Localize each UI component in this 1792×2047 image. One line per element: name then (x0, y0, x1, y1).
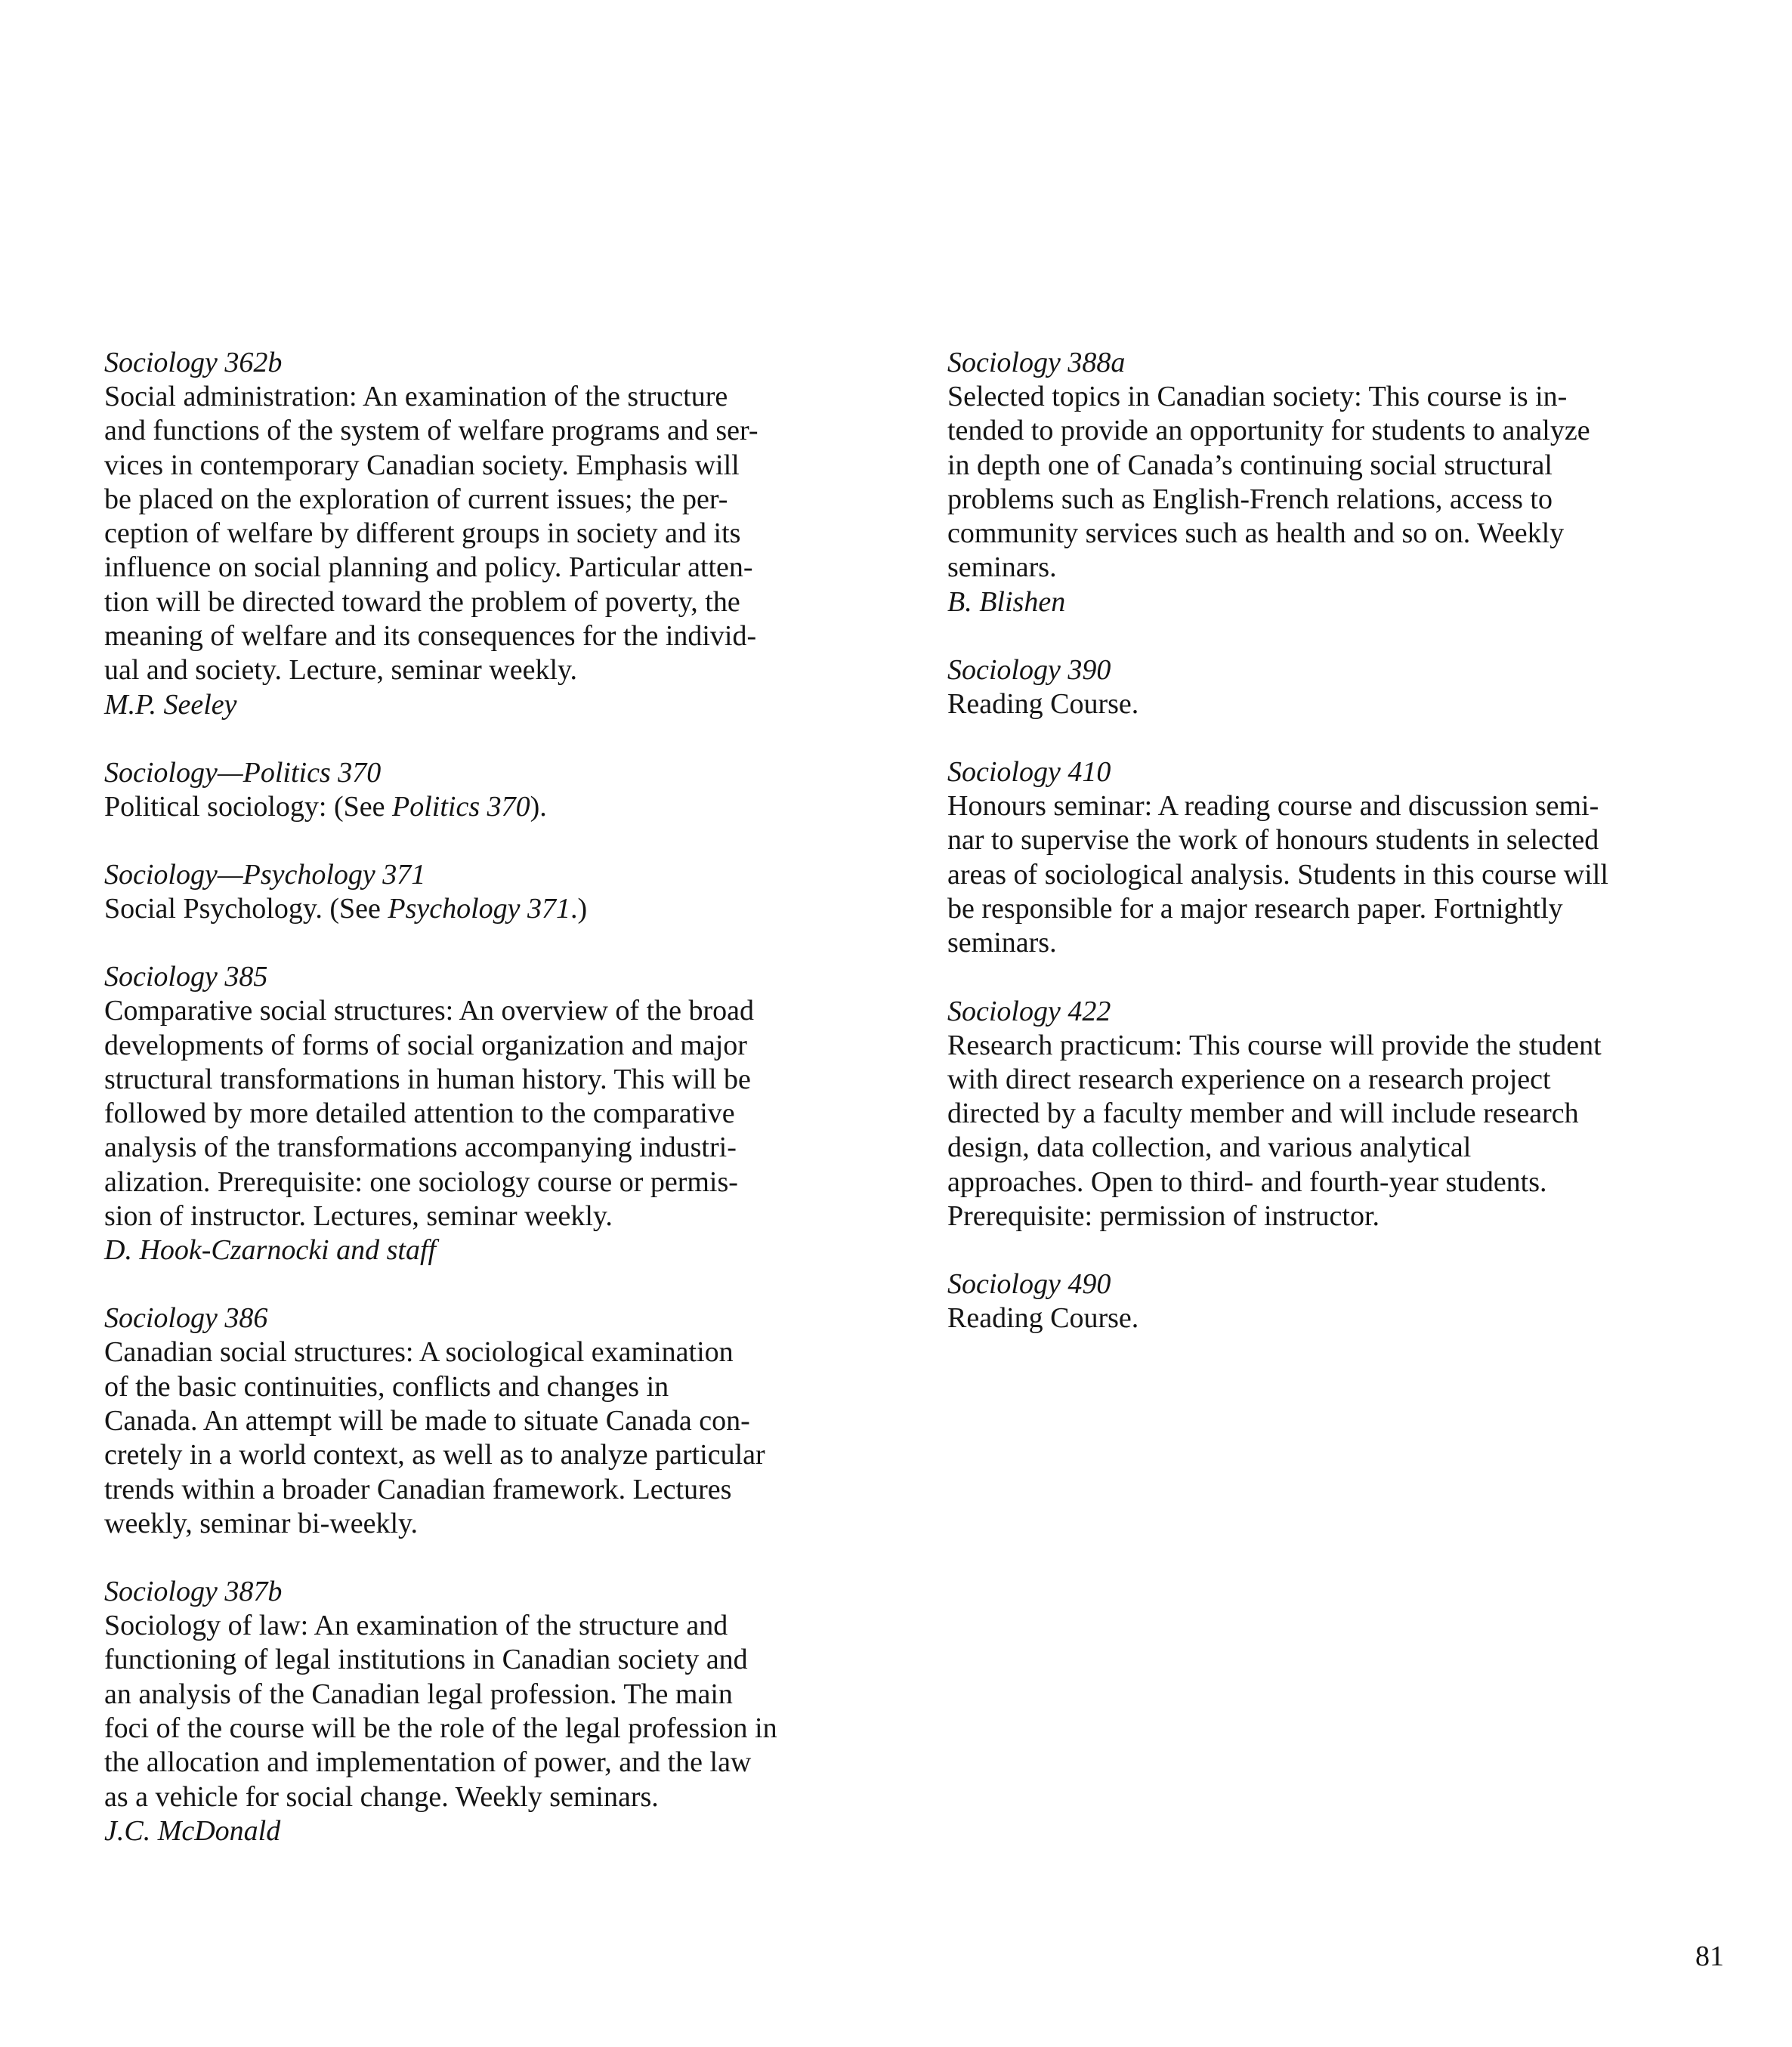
cross-reference: Politics 370 (392, 790, 530, 823)
course-description: Honours seminar: A reading course and discussion semi- nar to supervise the work of honours students in selected areas of sociological analysis. Students in this course will be responsible for a major research paper. Fortnightly seminars. (947, 790, 1608, 959)
course-heading: Sociology 390 (947, 653, 1111, 686)
course-heading: Sociology 386 (104, 1302, 268, 1335)
course-description: Sociology of law: An examination of the structure and functioning of legal institutions in Canadian society and an analysis of the Canadian legal profession. The main foci of the course will be the role of the legal profession in the allocation and implementation of power, and the law as a vehicle for social change. Weekly seminars. (104, 1610, 777, 1813)
right-column (947, 346, 1733, 1370)
course-entry-sociology-390 (947, 653, 1733, 721)
course-description (104, 790, 890, 824)
course-heading: Sociology 387b (104, 1576, 283, 1608)
course-heading: Sociology 388a (947, 347, 1126, 378)
course-heading: Sociology 362b (104, 347, 283, 378)
course-heading: Sociology 410 (947, 756, 1111, 789)
description-suffix: .) (570, 892, 588, 925)
course-entry-sociology-psychology-371 (104, 858, 890, 926)
description-prefix: Social Psychology. (See (104, 892, 388, 925)
course-heading: Sociology 422 (947, 995, 1111, 1027)
course-entry-sociology-410 (947, 755, 1733, 960)
course-description: Research practicum: This course will provide the student with direct research experience on a research project directed by a faculty member and will include research design, data collection, and various analytical approaches. Open to third- and fourth-year students. Prerequisite: permission of instructor. (947, 1029, 1602, 1233)
course-entry-sociology-385 (104, 960, 890, 1267)
left-column (104, 346, 890, 1882)
course-heading: Sociology—Psychology 371 (104, 858, 426, 891)
course-description: Comparative social structures: An overview of the broad developments of forms of social organization and major structural transformations in human history. This will be followed by more detailed attention to the comparative analysis of the transformations accompanying industri- alization. Prerequisite: one sociology course or permis- sion of instructor. Lectures, seminar weekly. (104, 995, 755, 1233)
course-instructor: J.C. McDonald (104, 1814, 281, 1847)
course-entry-sociology-387b (104, 1575, 890, 1848)
course-instructor: B. Blishen (947, 585, 1066, 618)
course-description (104, 892, 890, 926)
course-instructor: D. Hook-Czarnocki and staff (104, 1234, 437, 1267)
course-entry-sociology-422 (947, 995, 1733, 1234)
description-suffix: ). (530, 790, 547, 823)
course-instructor: M.P. Seeley (104, 688, 237, 721)
course-heading: Sociology—Politics 370 (104, 756, 382, 789)
course-entry-sociology-490 (947, 1267, 1733, 1335)
page-number: 81 (1695, 1940, 1724, 1972)
course-description: Reading Course. (947, 687, 1139, 720)
course-description: Reading Course. (947, 1302, 1139, 1335)
course-entry-sociology-362b (104, 346, 890, 722)
course-heading: Sociology 490 (947, 1268, 1111, 1301)
course-heading: Sociology 385 (104, 961, 268, 993)
course-entry-sociology-politics-370 (104, 756, 890, 824)
course-entry-sociology-388a (947, 346, 1733, 619)
course-description: Social administration: An examination of the structure and functions of the system of welfare programs and ser- vices in contemporary Canadian society. Emphasis will be placed on the exploration of current issues; the per- ception of welfare by different groups in society and its influence on social planning and policy. Particular atten- tion will be directed toward the problem of poverty, the meaning of welfare and its consequences for the individ- ual and society. Lecture, seminar weekly. (104, 381, 759, 687)
cross-reference: Psychology 371 (388, 892, 571, 925)
description-prefix: Political sociology: (See (104, 790, 393, 823)
course-description: Selected topics in Canadian society: This course is in- tended to provide an opportunity for students to analyze in depth one of Canada’s continuing social structural problems such as English-French relations, access to community services such as health and so on. Weekly seminars. (947, 381, 1590, 584)
course-description: Canadian social structures: A sociological examination of the basic continuities, conflicts and changes in Canada. An attempt will be made to situate Canada con- cretely in a world context, as well as to analyze particular trends within a broader Canadian framework. Lectures weekly, seminar bi-weekly. (104, 1336, 765, 1539)
course-entry-sociology-386 (104, 1301, 890, 1541)
